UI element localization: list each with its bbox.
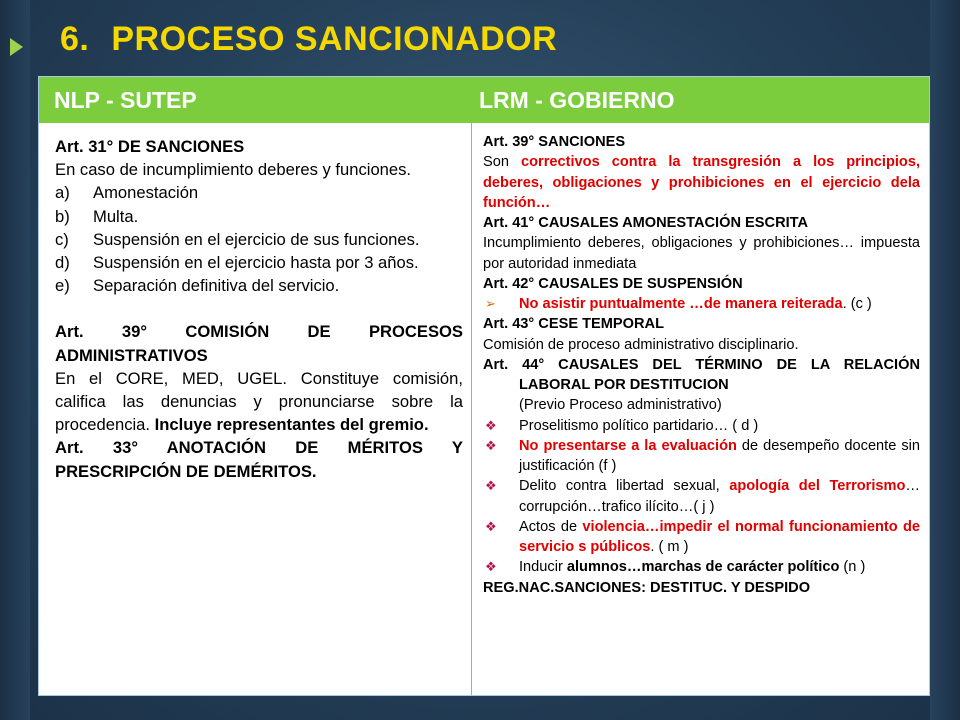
slide-title	[60, 20, 557, 59]
art33-title: Art. 33° ANOTACIÓN DE MÉRITOS Y PRESCRIPCIÓN DE DEMÉRITOS.	[55, 438, 463, 481]
list-item: ➢ No asistir puntualmente …de manera reiterada. (c )	[483, 294, 920, 314]
reg-nac-footer: REG.NAC.SANCIONES: DESTITUC. Y DESPIDO	[483, 579, 811, 596]
diamond-bullet-icon: ❖	[485, 478, 497, 494]
art44-subtitle: (Previo Proceso administrativo)	[519, 397, 722, 414]
list-item: c) Suspensión en el ejercicio de sus funciones.	[55, 229, 420, 249]
column-divider	[471, 123, 472, 695]
table-header	[39, 77, 929, 123]
list-item: b) Multa.	[55, 206, 139, 226]
list-item: ❖ Actos de violencia…impedir el normal funcionamiento de servicio s públicos. ( m )	[485, 518, 920, 555]
list-item: ❖ No presentarse a la evaluación de desempeño docente sin justificación (f )	[485, 437, 921, 474]
right-column	[483, 132, 920, 598]
diamond-bullet-icon: ❖	[485, 417, 497, 433]
art44-title: Art. 44° CAUSALES DEL TÉRMINO DE LA RELACIÓN LABORAL POR DESTITUCION	[483, 356, 920, 393]
list-item: ❖ Inducir alumnos…marchas de carácter político (n )	[483, 557, 920, 577]
destitucion-list	[483, 416, 920, 578]
title-text: PROCESO SANCIONADOR	[111, 20, 558, 58]
arrowhead-bullet-icon: ➢	[485, 296, 496, 311]
comparison-table	[38, 76, 930, 696]
art39-sanciones-title: Art. 39° SANCIONES	[483, 134, 626, 150]
art31-intro: En caso de incumplimiento deberes y funciones.	[55, 160, 412, 180]
header-nlp-sutep: NLP - SUTEP	[54, 87, 197, 113]
art39-comision-text: En el CORE, MED, UGEL. Constituye comisión, califica las denuncias y pronunciarse sobre la procedencia. Incluye representantes del gremio.	[55, 368, 463, 435]
diamond-bullet-icon: ❖	[485, 437, 497, 453]
art41-text: Incumplimiento deberes, obligaciones y prohibiciones… impuesta por autoridad inmediata	[483, 235, 920, 272]
art41-title: Art. 41° CAUSALES AMONESTACIÓN ESCRITA	[483, 215, 809, 231]
green-arrow-icon	[10, 38, 23, 56]
diamond-bullet-icon: ❖	[485, 518, 497, 534]
list-item: ❖ Delito contra libertad sexual, apología del Terrorismo…corrupción…trafico ilícito…( j )	[485, 478, 920, 515]
title-number: 6.	[60, 20, 90, 58]
art39-comision-title: Art. 39° COMISIÓN DE PROCESOS ADMINISTRATIVOS	[55, 322, 463, 365]
spacer	[55, 297, 463, 320]
art31-title: Art. 31° DE SANCIONES	[55, 137, 245, 156]
diamond-bullet-icon: ❖	[485, 559, 497, 575]
left-column	[55, 135, 463, 483]
art43-title: Art. 43° CESE TEMPORAL	[483, 316, 664, 333]
art42-list	[483, 294, 920, 314]
right-frame-bar	[930, 0, 960, 720]
header-lrm-gobierno: LRM - GOBIERNO	[479, 87, 675, 113]
art39-sanciones-text: Son correctivos contra la transgresión a los principios, deberes, obligaciones y prohibiciones en el ejercicio dela función…	[483, 154, 920, 211]
left-frame-bar	[0, 0, 30, 720]
list-item: a) Amonestación	[55, 183, 199, 203]
list-item: e) Separación definitiva del servicio.	[55, 276, 340, 296]
art43-text: Comisión de proceso administrativo disciplinario.	[483, 336, 799, 353]
sanctions-list	[55, 181, 463, 297]
list-item: ❖ Proselitismo político partidario… ( d )	[483, 416, 920, 436]
art42-title: Art. 42° CAUSALES DE SUSPENSIÓN	[483, 275, 743, 292]
list-item: d) Suspensión en el ejercicio hasta por 3 años.	[55, 253, 419, 273]
